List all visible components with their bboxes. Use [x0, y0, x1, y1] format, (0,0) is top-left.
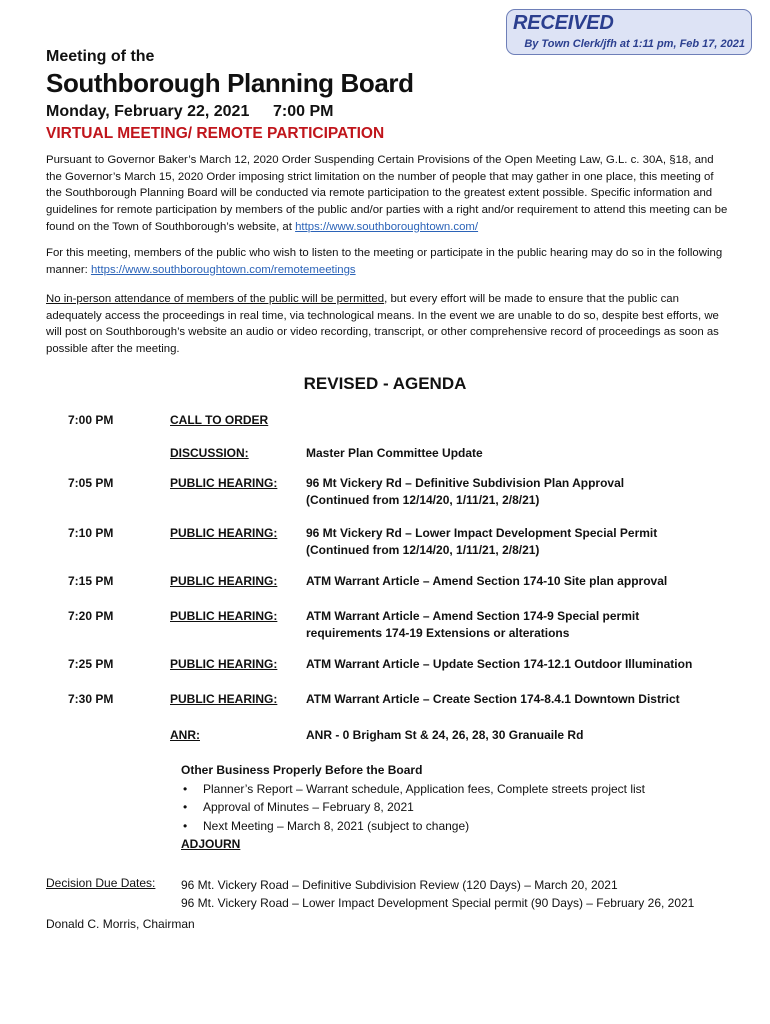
agenda-description: Master Plan Committee Update [306, 446, 483, 460]
intro-paragraph-2 [46, 245, 728, 278]
received-stamp [506, 9, 752, 55]
list-item [181, 798, 645, 817]
virtual-meeting-notice: VIRTUAL MEETING/ REMOTE PARTICIPATION [46, 125, 385, 142]
other-business [181, 761, 645, 854]
other-business-list [181, 780, 645, 836]
meeting-date-line [46, 103, 334, 121]
intro-p2-text: For this meeting, members of the public who wish to listen to the meeting or participate in the public hearing may do so in the following manner: [46, 247, 723, 276]
list-item [181, 780, 645, 799]
bullet-icon: • [183, 781, 188, 796]
chairman-signature: Donald C. Morris, Chairman [46, 917, 195, 931]
agenda-description: ATM Warrant Article – Update Section 174-12.1 Outdoor Illumination [306, 657, 693, 671]
agenda-type: PUBLIC HEARING: [170, 609, 278, 623]
agenda-description [306, 525, 736, 559]
agenda-type: CALL TO ORDER [170, 413, 269, 427]
agenda-description-line: requirements 174-19 Extensions or alterations [306, 626, 570, 640]
list-item-text: Approval of Minutes – February 8, 2021 [203, 800, 414, 814]
agenda-time: 7:10 PM [68, 526, 114, 540]
town-website-link[interactable]: https://www.southboroughtown.com/ [295, 220, 479, 233]
decision-due-item: 96 Mt. Vickery Road – Definitive Subdivision Review (120 Days) – March 20, 2021 [181, 878, 618, 892]
intro-paragraph-1 [46, 152, 728, 236]
agenda-description-line: (Continued from 12/14/20, 1/11/21, 2/8/21) [306, 493, 540, 507]
agenda-description [306, 608, 736, 642]
list-item-text: Planner’s Report – Warrant schedule, Application fees, Complete streets project list [203, 781, 645, 796]
decision-due-list [181, 876, 694, 912]
meeting-time: 7:00 PM [273, 103, 334, 120]
intro-paragraph-3 [46, 291, 728, 358]
agenda-description: ANR - 0 Brigham St & 24, 26, 28, 30 Granuaile Rd [306, 728, 584, 742]
agenda-type: PUBLIC HEARING: [170, 526, 278, 540]
intro-p3-text: , but every effort will be made to ensure that the public can adequately access the proceedings in real time, via technological means. In the event we are unable to do so, despite best efforts, we will post on Southborough’s website an audio or video recording, transcript, or other comprehensive record of proceedings as soon as possible after the meeting. [46, 293, 719, 356]
agenda-description: ATM Warrant Article – Create Section 174-8.4.1 Downtown District [306, 692, 680, 706]
board-title: Southborough Planning Board [46, 68, 414, 98]
agenda-description-line: ATM Warrant Article – Amend Section 174-9 Special permit [306, 609, 640, 623]
agenda-type: DISCUSSION: [170, 446, 249, 460]
agenda-description: ATM Warrant Article – Amend Section 174-10 Site plan approval [306, 574, 668, 588]
agenda-type: PUBLIC HEARING: [170, 692, 278, 706]
agenda-description-line: 96 Mt Vickery Rd – Lower Impact Development Special Permit [306, 526, 658, 540]
list-item [181, 817, 645, 836]
agenda-time: 7:05 PM [68, 476, 114, 490]
agenda-time: 7:20 PM [68, 609, 114, 623]
agenda-description [306, 475, 736, 509]
meeting-date: Monday, February 22, 2021 [46, 103, 250, 120]
remote-meetings-link[interactable]: https://www.southboroughtown.com/remotemeetings [90, 263, 356, 276]
other-business-heading: Other Business Properly Before the Board [181, 763, 423, 777]
adjourn-label: ADJOURN [181, 837, 241, 851]
agenda-time: 7:15 PM [68, 574, 114, 588]
bullet-icon: • [183, 818, 188, 833]
list-item-text: Next Meeting – March 8, 2021 (subject to change) [203, 818, 470, 833]
agenda-title: REVISED - AGENDA [303, 374, 467, 393]
meeting-of-label: Meeting of the [46, 48, 155, 65]
no-attendance-notice: No in-person attendance of members of the public will be permitted [46, 293, 385, 305]
agenda-type: ANR: [170, 728, 200, 742]
agenda-description-line: 96 Mt Vickery Rd – Definitive Subdivision Plan Approval [306, 476, 625, 490]
agenda-time: 7:30 PM [68, 692, 114, 706]
agenda-time: 7:25 PM [68, 657, 114, 671]
decision-due-item: 96 Mt. Vickery Road – Lower Impact Development Special permit (90 Days) – February 26, 2021 [181, 896, 695, 910]
stamp-subtitle: By Town Clerk/jfh at 1:11 pm, Feb 17, 2021 [524, 38, 745, 50]
stamp-title: RECEIVED [513, 12, 614, 34]
bullet-icon: • [183, 800, 188, 814]
agenda-type: PUBLIC HEARING: [170, 476, 278, 490]
agenda-type: PUBLIC HEARING: [170, 657, 278, 671]
agenda-time: 7:00 PM [68, 413, 114, 427]
agenda-type: PUBLIC HEARING: [170, 574, 278, 588]
intro-p1-text: Pursuant to Governor Baker’s March 12, 2020 Order Suspending Certain Provisions of the Open Meeting Law, G.L. c. 30A, §18, and the Governor’s March 15, 2020 Order imposing strict limitation on the number of people that may gather in one place, this meeting of the Southborough Planning Board will be conducted via remote participation to the greatest extent possible. Specific information and guidelines for remote participation by members of the public and/or parties with a right and/or requirement to attend this meeting can be found on the Town of Southborough’s website, at [46, 154, 728, 233]
decision-due-label: Decision Due Dates: [46, 876, 156, 890]
agenda-description-line: (Continued from 12/14/20, 1/11/21, 2/8/21) [306, 543, 540, 557]
